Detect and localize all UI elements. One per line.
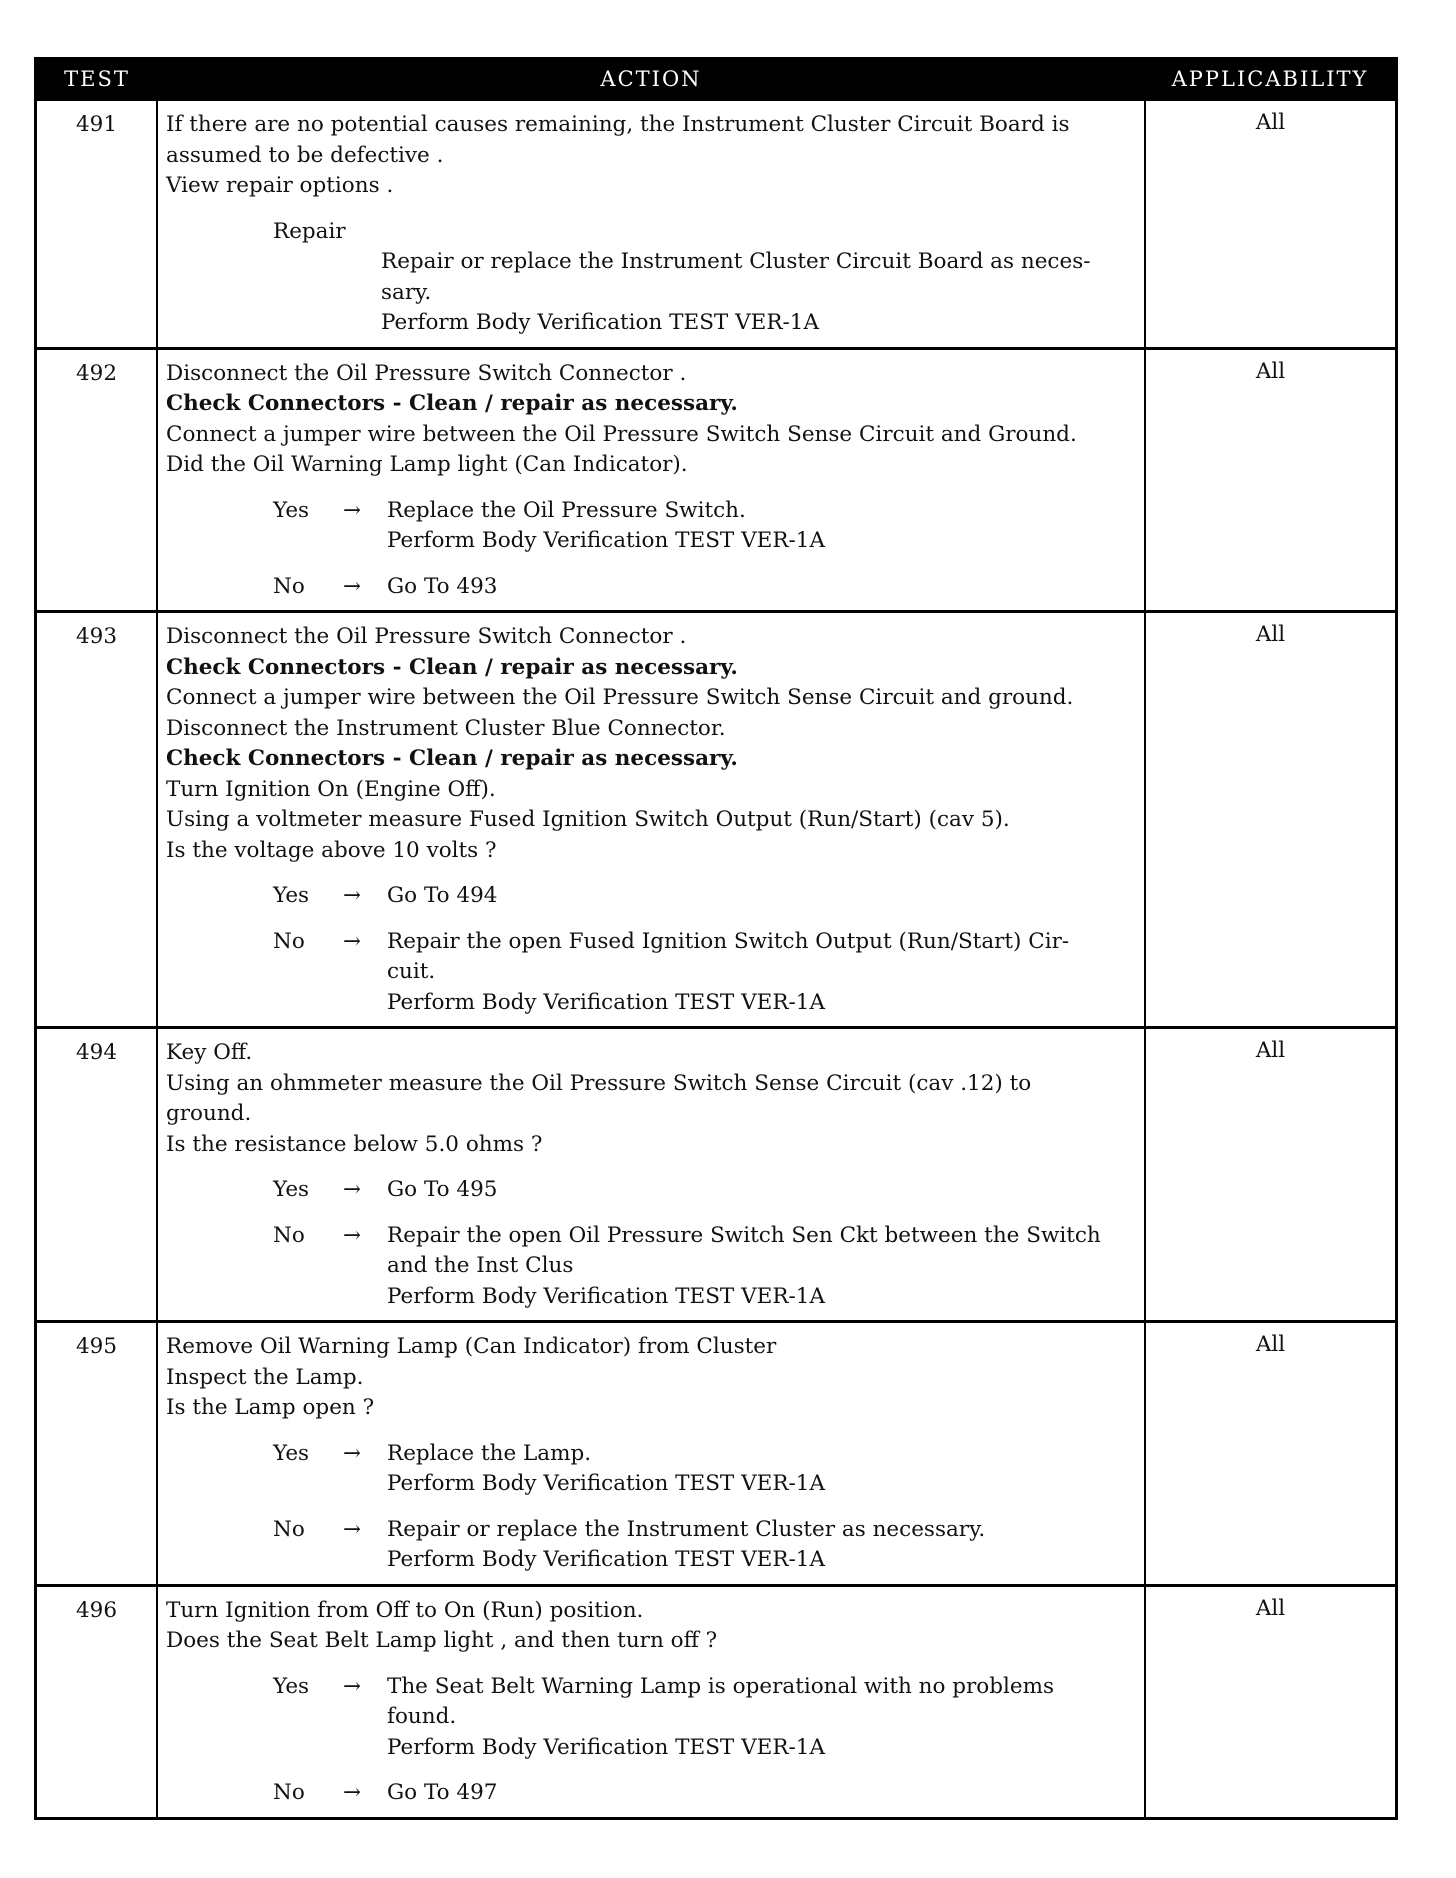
instruction-line: Does the Seat Belt Lamp light , and then turn off ? xyxy=(166,1628,718,1653)
applicability: All xyxy=(1145,1322,1395,1586)
instruction-line: Is the resistance below 5.0 ohms ? xyxy=(166,1131,543,1157)
table-body xyxy=(37,100,1395,1817)
outcome-yes xyxy=(166,1439,1134,1500)
outcome-text xyxy=(387,1439,1134,1500)
check-note: Check Connectors - Clean / repair as necessary. xyxy=(166,746,738,771)
test-number: 493 xyxy=(37,612,157,1028)
outcome-text xyxy=(387,1515,1134,1576)
table-row xyxy=(37,1322,1395,1586)
outcome-label: No xyxy=(273,1222,305,1248)
outcome-text xyxy=(387,1778,1134,1809)
table-row xyxy=(37,1585,1395,1817)
outcome-line: Perform Body Verification TEST VER-1A xyxy=(387,528,825,553)
instruction-line: Disconnect the Oil Pressure Switch Connector . xyxy=(166,624,687,649)
outcome-line: Replace the Oil Pressure Switch. xyxy=(387,497,746,523)
outcome-label: Yes xyxy=(273,1673,310,1699)
instruction-line: If there are no potential causes remaining, the Instrument Cluster Circuit Board is xyxy=(166,112,1070,137)
repair-line: sary. xyxy=(381,279,432,305)
outcome-no xyxy=(166,1515,1134,1576)
table-row xyxy=(37,1028,1395,1322)
instruction-line: Is the Lamp open ? xyxy=(166,1395,375,1420)
outcome-yes xyxy=(166,1175,1134,1206)
outcome-line: Repair the open Oil Pressure Switch Sen Ckt between the Switch xyxy=(387,1222,1101,1248)
instruction-line: Did the Oil Warning Lamp light (Can Indicator). xyxy=(166,452,688,477)
repair-text xyxy=(381,247,1134,339)
outcome-line: Perform Body Verification TEST VER-1A xyxy=(387,1734,825,1760)
outcome-label: Yes xyxy=(273,497,310,523)
diagnostic-test-table xyxy=(34,57,1398,1820)
repair-block xyxy=(166,217,1134,339)
arrow-icon: → xyxy=(343,1516,362,1542)
outcome-no xyxy=(166,927,1134,1019)
outcome-text xyxy=(387,1175,1134,1206)
outcome-label: Yes xyxy=(273,1440,310,1466)
outcome-label: No xyxy=(273,1516,305,1542)
applicability: All xyxy=(1145,1585,1395,1817)
test-number: 494 xyxy=(37,1028,157,1322)
instruction-line: Using a voltmeter measure Fused Ignition Switch Output (Run/Start) (cav 5). xyxy=(166,807,1010,832)
header-action: ACTION xyxy=(157,60,1145,100)
repair-label: Repair xyxy=(273,218,346,244)
applicability: All xyxy=(1145,348,1395,612)
outcome-text xyxy=(387,1672,1134,1764)
repair-line: Perform Body Verification TEST VER-1A xyxy=(381,310,819,335)
outcome-text xyxy=(387,1221,1134,1313)
applicability: All xyxy=(1145,612,1395,1028)
action-cell xyxy=(157,612,1145,1028)
arrow-icon: → xyxy=(343,883,362,908)
header-applicability: APPLICABILITY xyxy=(1145,60,1395,100)
outcome-line: Repair the open Fused Ignition Switch Output (Run/Start) Cir- xyxy=(387,928,1070,954)
table-row xyxy=(37,100,1395,349)
outcome-line: Replace the Lamp. xyxy=(387,1440,592,1466)
outcome-line: Perform Body Verification TEST VER-1A xyxy=(387,1283,825,1309)
outcome-line: Go To 495 xyxy=(387,1177,498,1202)
action-cell xyxy=(157,1585,1145,1817)
arrow-icon: → xyxy=(343,497,362,523)
instruction-line: assumed to be defective . xyxy=(166,142,444,168)
outcome-label: Yes xyxy=(273,883,310,908)
instruction-line: Using an ohmmeter measure the Oil Pressure Switch Sense Circuit (cav .12) to xyxy=(166,1070,1032,1096)
outcome-line: Go To 494 xyxy=(387,883,498,908)
check-note: Check Connectors - Clean / repair as necessary. xyxy=(166,654,738,680)
instruction-line: Connect a jumper wire between the Oil Pressure Switch Sense Circuit and ground. xyxy=(166,685,1074,710)
outcome-label: No xyxy=(273,928,305,954)
instruction-line: Disconnect the Instrument Cluster Blue Connector. xyxy=(166,715,726,741)
arrow-icon: → xyxy=(343,1440,362,1466)
applicability: All xyxy=(1145,1028,1395,1322)
action-cell xyxy=(157,100,1145,349)
outcome-yes xyxy=(166,1672,1134,1764)
outcome-no xyxy=(166,1221,1134,1313)
table-row xyxy=(37,348,1395,612)
instruction-line: Turn Ignition from Off to On (Run) position. xyxy=(166,1597,644,1623)
test-number: 496 xyxy=(37,1585,157,1817)
outcome-no xyxy=(166,572,1134,603)
outcome-line: found. xyxy=(387,1704,457,1729)
action-cell xyxy=(157,1028,1145,1322)
test-number: 491 xyxy=(37,100,157,349)
arrow-icon: → xyxy=(343,573,362,599)
outcome-label: No xyxy=(273,573,305,599)
applicability: All xyxy=(1145,100,1395,349)
outcome-line: Perform Body Verification TEST VER-1A xyxy=(387,1547,825,1572)
outcome-label: Yes xyxy=(273,1177,310,1202)
instruction-line: Remove Oil Warning Lamp (Can Indicator) from Cluster xyxy=(166,1334,777,1359)
header-test: TEST xyxy=(37,60,157,100)
test-number: 495 xyxy=(37,1322,157,1586)
outcome-line: cuit. xyxy=(387,959,436,984)
outcome-line: Go To 493 xyxy=(387,573,498,599)
instruction-line: Disconnect the Oil Pressure Switch Connector . xyxy=(166,360,687,386)
outcome-line: Go To 497 xyxy=(387,1780,498,1805)
outcome-line: Perform Body Verification TEST VER-1A xyxy=(387,1471,825,1496)
instruction-line: ground. xyxy=(166,1101,252,1126)
outcome-no xyxy=(166,1778,1134,1809)
instruction-line: Is the voltage above 10 volts ? xyxy=(166,837,497,863)
check-note: Check Connectors - Clean / repair as necessary. xyxy=(166,391,738,416)
action-cell xyxy=(157,348,1145,612)
outcome-line: The Seat Belt Warning Lamp is operational with no problems xyxy=(387,1673,1055,1699)
instruction-line: Turn Ignition On (Engine Off). xyxy=(166,776,496,802)
outcome-text xyxy=(387,927,1134,1019)
instruction-line: View repair options . xyxy=(166,173,394,198)
arrow-icon: → xyxy=(343,1673,362,1699)
outcome-yes xyxy=(166,496,1134,557)
instruction-line: Connect a jumper wire between the Oil Pressure Switch Sense Circuit and Ground. xyxy=(166,421,1077,447)
outcome-yes xyxy=(166,881,1134,912)
arrow-icon: → xyxy=(343,1177,362,1202)
outcome-label: No xyxy=(273,1780,305,1805)
instruction-line: Inspect the Lamp. xyxy=(166,1364,364,1390)
outcome-text xyxy=(387,881,1134,912)
table-row xyxy=(37,612,1395,1028)
outcome-text xyxy=(387,572,1134,603)
action-cell xyxy=(157,1322,1145,1586)
outcome-line: Repair or replace the Instrument Cluster as necessary. xyxy=(387,1516,986,1542)
arrow-icon: → xyxy=(343,928,362,954)
test-number: 492 xyxy=(37,348,157,612)
outcome-text xyxy=(387,496,1134,557)
arrow-icon: → xyxy=(343,1780,362,1805)
outcome-line: Perform Body Verification TEST VER-1A xyxy=(387,989,825,1015)
outcome-line: and the Inst Clus xyxy=(387,1253,574,1278)
arrow-icon: → xyxy=(343,1222,362,1248)
test-table xyxy=(37,60,1395,1817)
repair-line: Repair or replace the Instrument Cluster Circuit Board as neces- xyxy=(381,249,1091,274)
instruction-line: Key Off. xyxy=(166,1040,253,1065)
table-header xyxy=(37,60,1395,100)
